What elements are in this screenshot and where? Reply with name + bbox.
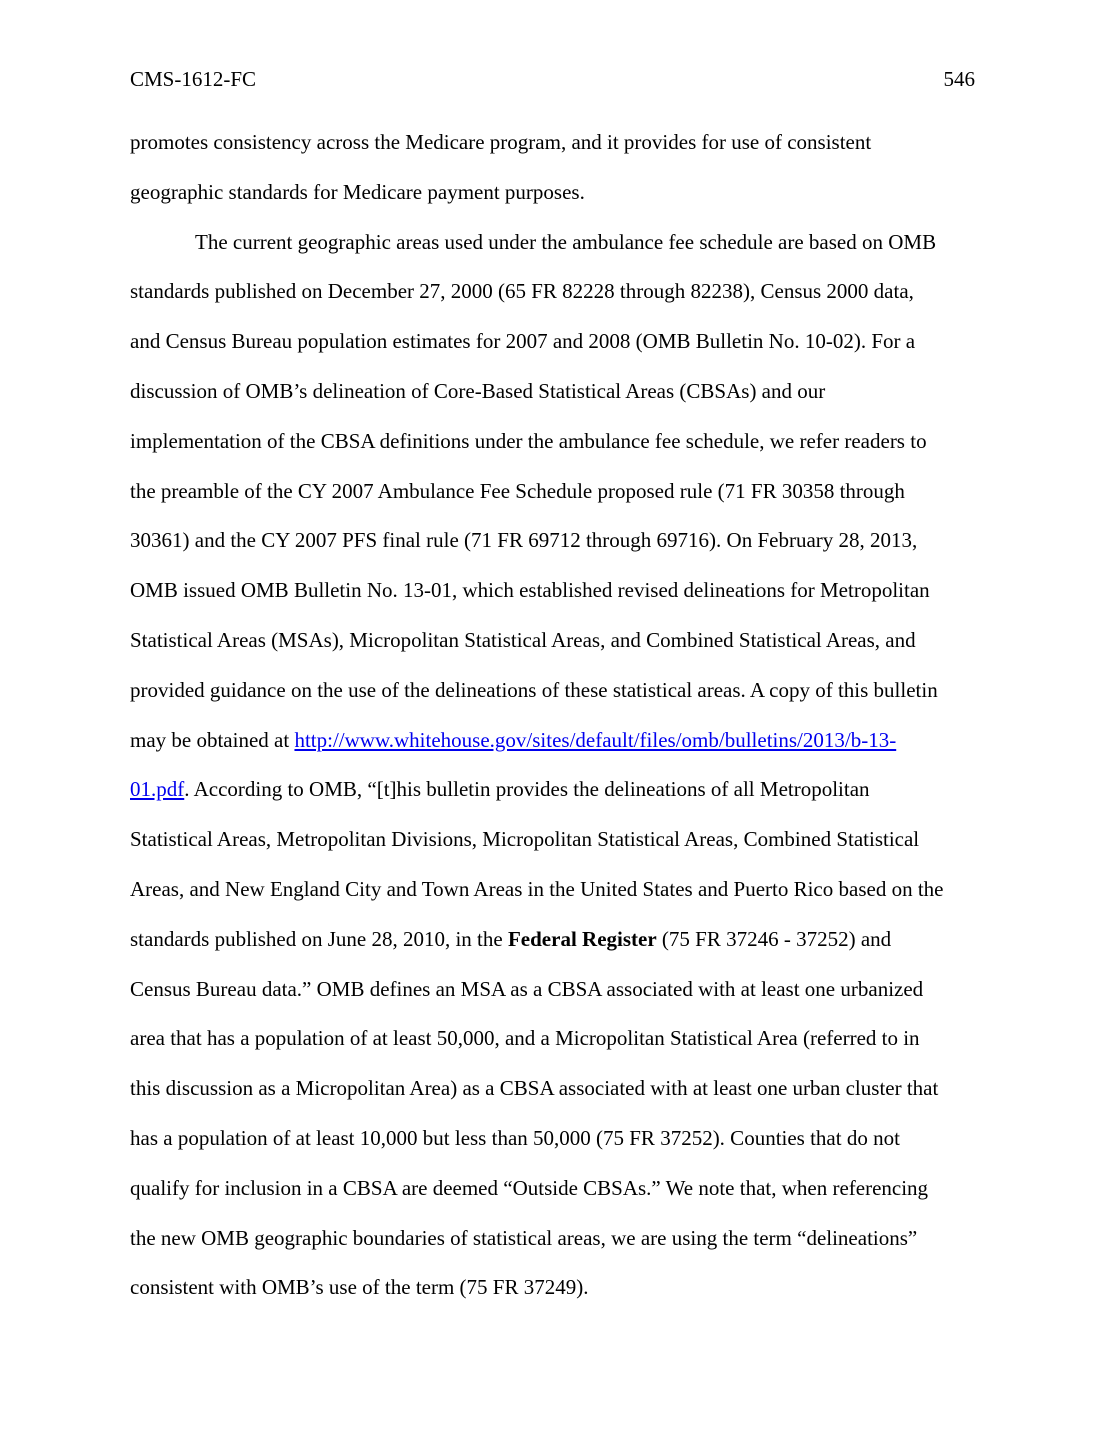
page-header: [130, 64, 975, 94]
text-line: OMB issued OMB Bulletin No. 13-01, which established revised delineations for Metropolitan: [130, 578, 930, 603]
bulletin-link-continuation[interactable]: 01.pdf: [130, 777, 185, 802]
text-line: and Census Bureau population estimates for 2007 and 2008 (OMB Bulletin No. 10-02). For a: [130, 329, 916, 354]
text-line: qualify for inclusion in a CBSA are deemed “Outside CBSAs.” We note that, when referencing: [130, 1175, 929, 1200]
federal-register-title: Federal Register: [507, 926, 657, 951]
bulletin-link[interactable]: http://www.whitehouse.gov/sites/default/files/omb/bulletins/2013/b-13-: [294, 727, 897, 752]
document-id: CMS-1612-FC: [130, 67, 257, 91]
text-line: area that has a population of at least 50,000, and a Micropolitan Statistical Area (referred to in: [130, 1026, 920, 1051]
text-line: [130, 765, 975, 815]
page-number: 546: [943, 67, 975, 91]
text-line: the preamble of the CY 2007 Ambulance Fee Schedule proposed rule (71 FR 30358 through: [130, 478, 905, 503]
text-line: [130, 915, 975, 965]
text-line: Census Bureau data.” OMB defines an MSA as a CBSA associated with at least one urbanized: [130, 976, 924, 1001]
text-line: consistent with OMB’s use of the term (75 FR 37249).: [130, 1275, 589, 1300]
text-segment: may be obtained at: [130, 727, 295, 752]
text-line: standards published on December 27, 2000 (65 FR 82228 through 82238), Census 2000 data,: [130, 279, 914, 304]
text-line: provided guidance on the use of the delineations of these statistical areas. A copy of this bulletin: [130, 677, 938, 702]
text-line: discussion of OMB’s delineation of Core-Based Statistical Areas (CBSAs) and our: [130, 378, 826, 403]
text-line: this discussion as a Micropolitan Area) as a CBSA associated with at least one urban cluster that: [130, 1076, 939, 1101]
text-segment: standards published on June 28, 2010, in the: [130, 926, 508, 951]
text-line: the new OMB geographic boundaries of statistical areas, we are using the term “delineations”: [130, 1225, 918, 1250]
body-text: [130, 118, 975, 1313]
text-line: [130, 716, 975, 766]
text-line: Statistical Areas, Metropolitan Divisions, Micropolitan Statistical Areas, Combined Statistical: [130, 827, 920, 852]
text-line: Areas, and New England City and Town Areas in the United States and Puerto Rico based on the: [130, 876, 944, 901]
text-line: geographic standards for Medicare payment purposes.: [130, 179, 585, 204]
text-line: 30361) and the CY 2007 PFS final rule (71 FR 69712 through 69716). On February 28, 2013,: [130, 528, 918, 553]
paragraph-first-line: The current geographic areas used under the ambulance fee schedule are based on OMB: [195, 229, 937, 254]
text-line: implementation of the CBSA definitions under the ambulance fee schedule, we refer readers to: [130, 428, 927, 453]
text-line: has a population of at least 10,000 but less than 50,000 (75 FR 37252). Counties that do not: [130, 1125, 900, 1150]
text-segment: . According to OMB, “[t]his bulletin provides the delineations of all Metropolitan: [184, 777, 870, 802]
text-line: promotes consistency across the Medicare program, and it provides for use of consistent: [130, 130, 872, 154]
text-segment: (75 FR 37246 - 37252) and: [656, 926, 892, 951]
text-line: Statistical Areas (MSAs), Micropolitan Statistical Areas, and Combined Statistical Areas, and: [130, 627, 916, 652]
